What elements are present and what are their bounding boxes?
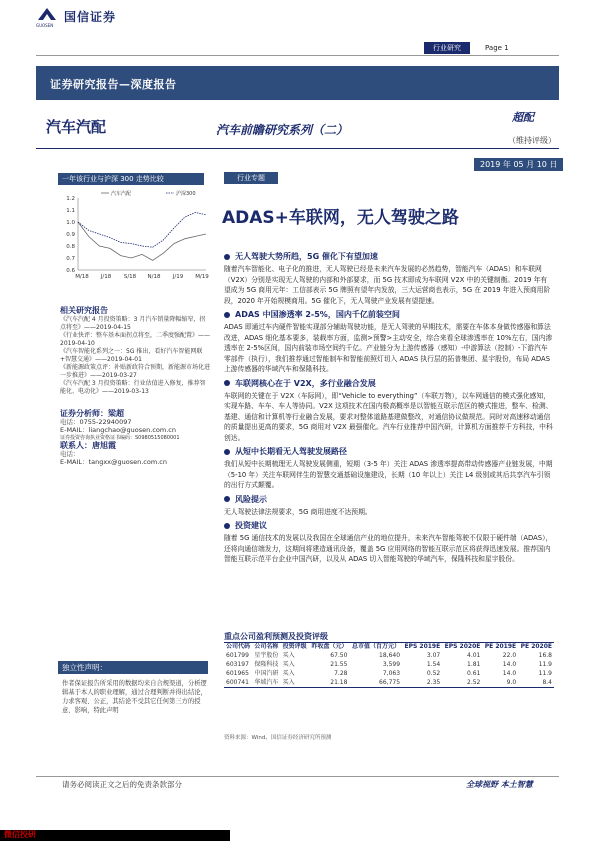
analyst-name: 梁超 [108,409,124,418]
table-row [224,678,554,688]
table-cell: 0.61 [467,670,481,677]
chart [56,188,211,288]
table-cell: 14.0 [502,670,517,677]
legend-label: 沪深300 [176,191,196,197]
footer-disclaimer: 请务必阅读正文之后的免责条款部分 [62,780,182,789]
y-tick-label: 0.7 [66,256,75,262]
table-row [224,669,554,678]
contact-name: 唐旭霞 [92,441,116,450]
header-divider [36,55,559,56]
section-text: 随着 5G 通信技术的发展以及我国在全球通信产业的地位提升，未来汽车智能驾驶不仅限于硬件端（ADAS），还将向通信端发力，这期间将建造通讯设备，覆盖 5G 应用网络的智能互联示范区将获得迅速发展。推荐国内智能互联示范平台企业中国汽研，以及从 ADAS 切入智能驾驶的华域汽车，保隆科技和星宇股份。 [224,534,553,563]
table-cell: 7.28 [334,670,348,677]
related-title: 相关研究报告 [60,306,108,315]
table-row [224,651,554,660]
table-cell: 1.81 [467,661,481,668]
forecast-table [224,642,554,688]
contact-email[interactable]: E-MAIL：tangxx@guosen.com.cn [60,458,167,466]
section-heading: ADAS 中国渗透率 2-5%，国内千亿前装空间 [224,309,554,320]
logo-icon [36,6,58,22]
table-cell: 11.9 [538,670,552,677]
series-line [78,212,206,247]
banner-title: 证券研究报告—深度报告 [50,78,177,91]
section-text: 车联网的关键在于 V2X（车际网），即“Vehicle to everything”（车联万物），以车网通信的模式强化感知，实现车路、车车、车人等协同。V2X 这项技术在国内极高概率是以智能互联示范区的模式推进，整车、检测、基建、通信和计算机等行业融合发展，要求对整体道路基建做整改，对通信协议做规范。同时对高速移动通信的质量提出更高的要求，5G 商用对 V2X 最强催化。汽车行业推荐中国汽研，计算机方面推荐千方科技，中科创达。 [224,391,553,442]
x-tick-label: J/19 [172,274,184,280]
table-cell: 3,599 [382,661,401,668]
table-cell: 2.52 [467,679,481,686]
table-cell: 3.07 [426,652,441,659]
x-tick-label: N/18 [147,274,161,280]
bullet-icon [224,312,230,318]
col-header: 公司代码 [226,643,251,650]
col-header: 投资评级 [282,643,307,650]
table-cell: 星宇股份 [254,652,279,659]
chart-title: 一年该行业与沪深 300 走势比较 [58,173,204,185]
analyst-cert: 证券投资咨询执业资格证书编码：S0980515080001 [60,435,180,441]
y-tick-label: 0.6 [66,268,75,274]
table-title: 重点公司盈利预测及投资评级 [224,632,328,641]
y-tick-label: 1.2 [66,196,75,202]
table-cell: 21.55 [330,661,348,668]
table-cell: 买入 [282,670,295,677]
x-tick-label: J/18 [100,274,112,280]
legend-label: 汽车汽配 [111,191,132,197]
section-text: 我们从短中长期梳理无人驾驶发展侧重，短期（3-5 年）关注 ADAS 渗透率提高带动传感器产业链发展，中期（5-10 年）关注车联网伴生的智慧交通基础设施建设，长期（10 年以上）关注 L4 级别或其后共享汽车引领的出行方式颠覆。 [224,460,553,489]
table-cell: 16.8 [538,652,552,659]
x-tick-label: M/18 [75,274,89,280]
analyst-block [60,410,210,466]
related-item[interactable]: 《汽车汽配 3 月投资策略：行业估值进入修复，推荐智能化、电动化》——2019-03-13 [60,380,206,395]
section-heading: 车联网核心在于 V2X，多行业融合发展 [224,378,554,389]
col-header: 公司名称 [254,643,279,650]
section-text: 随着汽车智能化、电子化的推进，无人驾驶已经是未来汽车发展的必然趋势，智能汽车（ADAS）和车联网（V2X）分别是实现无人驾驶的内部和外部要求，而 5G 技术即成为车联网 V2X 中的关键制衡。2019 年有望成为 5G 商用元年：工信部表示 5G 牌照有望年内发放，三大运营商也表示，5G 在 2019 年进入预商用阶段，2020 年开始规模商用。5G 催化下，无人驾驶产业发展有望提速。 [224,265,551,305]
table-source: 资料来源：Wind、国信证券经济研究所预测 [224,735,332,741]
main-title: ADAS+车联网，无人驾驶之路 [222,208,459,228]
table-cell: 买入 [282,679,295,686]
analyst-title: 证券分析师： [60,409,108,418]
related-item[interactable]: 《汽车汽配 4 月投资策略：3 月汽车销量降幅缩窄，拐点将至》——2019-04-15 [60,316,206,331]
table-cell: 66,775 [379,679,401,686]
x-tick-label: S/18 [123,274,137,280]
related-item[interactable]: 《汽车智能化系列之一：5G 推出，看好汽车智能网联+智慧交通》——2019-04-01 [60,348,203,363]
x-tick-label: M/19 [195,274,209,280]
topic-tag: 行业专题 [224,172,278,184]
table-cell: 600741 [226,679,249,686]
report-body [224,248,554,568]
col-header: EPS 2020E [444,643,481,650]
col-header: EPS 2019E [404,643,441,650]
table-cell: 601799 [226,652,249,659]
sector-title: 汽车汽配 [46,118,107,136]
table-cell: 0.52 [426,670,441,677]
table-cell: 22.0 [502,652,517,659]
stamp-text: 微信投研 [4,830,36,839]
section-heading: 从短中长期看无人驾驶发展路径 [224,446,554,457]
y-tick-label: 0.9 [66,232,75,238]
table-cell: 中国汽研 [254,670,279,677]
bullet-icon [224,254,230,260]
analyst-phone: 电话：0755-22940097 [60,418,132,426]
logo-text: 国信证券 [64,10,117,24]
footer-divider [36,776,559,777]
header-tag: 行业研究 [424,42,470,54]
rating: 超配 [512,111,534,124]
bullet-icon [224,523,230,529]
rating-sub: （维持评级） [508,136,556,145]
table-cell: 保隆科技 [254,661,279,668]
table-cell: 67.50 [330,652,348,659]
declaration-text: 作者保证报告所采用的数据均来自合规渠道，分析逻辑基于本人的职业理解，通过合理判断并得出结论，力求客观、公正，其结论不受其它任何第三方的授意、影响，特此声明 [62,680,207,714]
section-text: ADAS 即通过车内硬件智能实现部分辅助驾驶功能，是无人驾驶的早期技术，需要在车体本身做传感器和算法改进，ADAS 细化基本要多，装载率方面，监测>预警>主动安全，综合来看全球渗透率在 10%左右，国内渗透率在 2-5%区间，国内前装市场空间约千亿。产业链分为上游传感器（感知）-中游算法（控制）-下游汽车零部件（执行），我们推荐通过智能制车和智能前照灯切入 ADAS 执行层的拓普集团、星宇股份，布局 ADAS 上游传感器的华域汽车和保隆科技。 [224,323,553,373]
bullet-icon [224,496,230,502]
logo-sub: GUOSEN [36,23,54,28]
table-cell: 601965 [226,670,249,677]
table-cell: 4.01 [467,652,481,659]
col-header: PE 2020E [520,643,552,650]
y-tick-label: 0.8 [66,244,75,250]
contact-title: 联系人： [60,441,92,450]
table-cell: 买入 [282,652,295,659]
section-heading: 风险提示 [224,494,554,505]
table-cell: 603197 [226,661,249,668]
related-item[interactable]: 《新能源政策点评：补贴新政符合预期，新能源市场化进一步推进》——2019-03-27 [60,364,211,379]
related-item[interactable]: 《行业快评：整车基本面拐点将至，二季度强配置》——2019-04-10 [60,332,211,347]
table-row [224,660,554,669]
related-list [60,316,210,396]
table-cell: 1.54 [426,661,441,668]
sector-divider [36,148,559,149]
bullet-icon [224,449,230,455]
col-header: 总市值（百万元） [352,643,401,650]
series-title: 汽车前瞻研究系列（二） [216,123,349,137]
table-cell: 7,063 [382,670,401,677]
contact-phone: 电话： [60,450,80,458]
bullet-icon [224,380,230,386]
report-date: 2019 年 05 月 10 日 [474,158,563,171]
table-cell: 18,640 [379,652,401,659]
section-heading: 投资建议 [224,520,554,531]
declaration-title: 独立性声明： [58,661,208,674]
table-cell: 2.35 [426,679,441,686]
col-header: 昨收盘（元） [311,643,348,650]
analyst-email[interactable]: E-MAIL：liangchao@guosen.com.cn [60,426,176,434]
y-tick-label: 1.0 [66,220,75,226]
chart-svg [56,188,211,288]
page-number: Page 1 [485,44,509,52]
series-line [78,222,206,260]
table-cell: 11.9 [538,661,552,668]
y-tick-label: 1.1 [66,208,75,214]
table-cell: 14.0 [502,661,517,668]
table-cell: 买入 [282,661,295,668]
section-text: 无人驾驶法律法规要求，5G 商用进度不达预期。 [224,507,372,516]
table-cell: 8.4 [542,679,552,686]
table-cell: 华域汽车 [254,679,279,686]
section-heading: 无人驾驶大势所趋，5G 催化下有望加速 [224,251,554,262]
col-header: PE 2019E [484,643,517,650]
table-cell: 21.18 [330,679,348,686]
table-cell: 9.0 [506,679,517,686]
footer-slogan: 全球视野 本土智慧 [466,780,533,789]
